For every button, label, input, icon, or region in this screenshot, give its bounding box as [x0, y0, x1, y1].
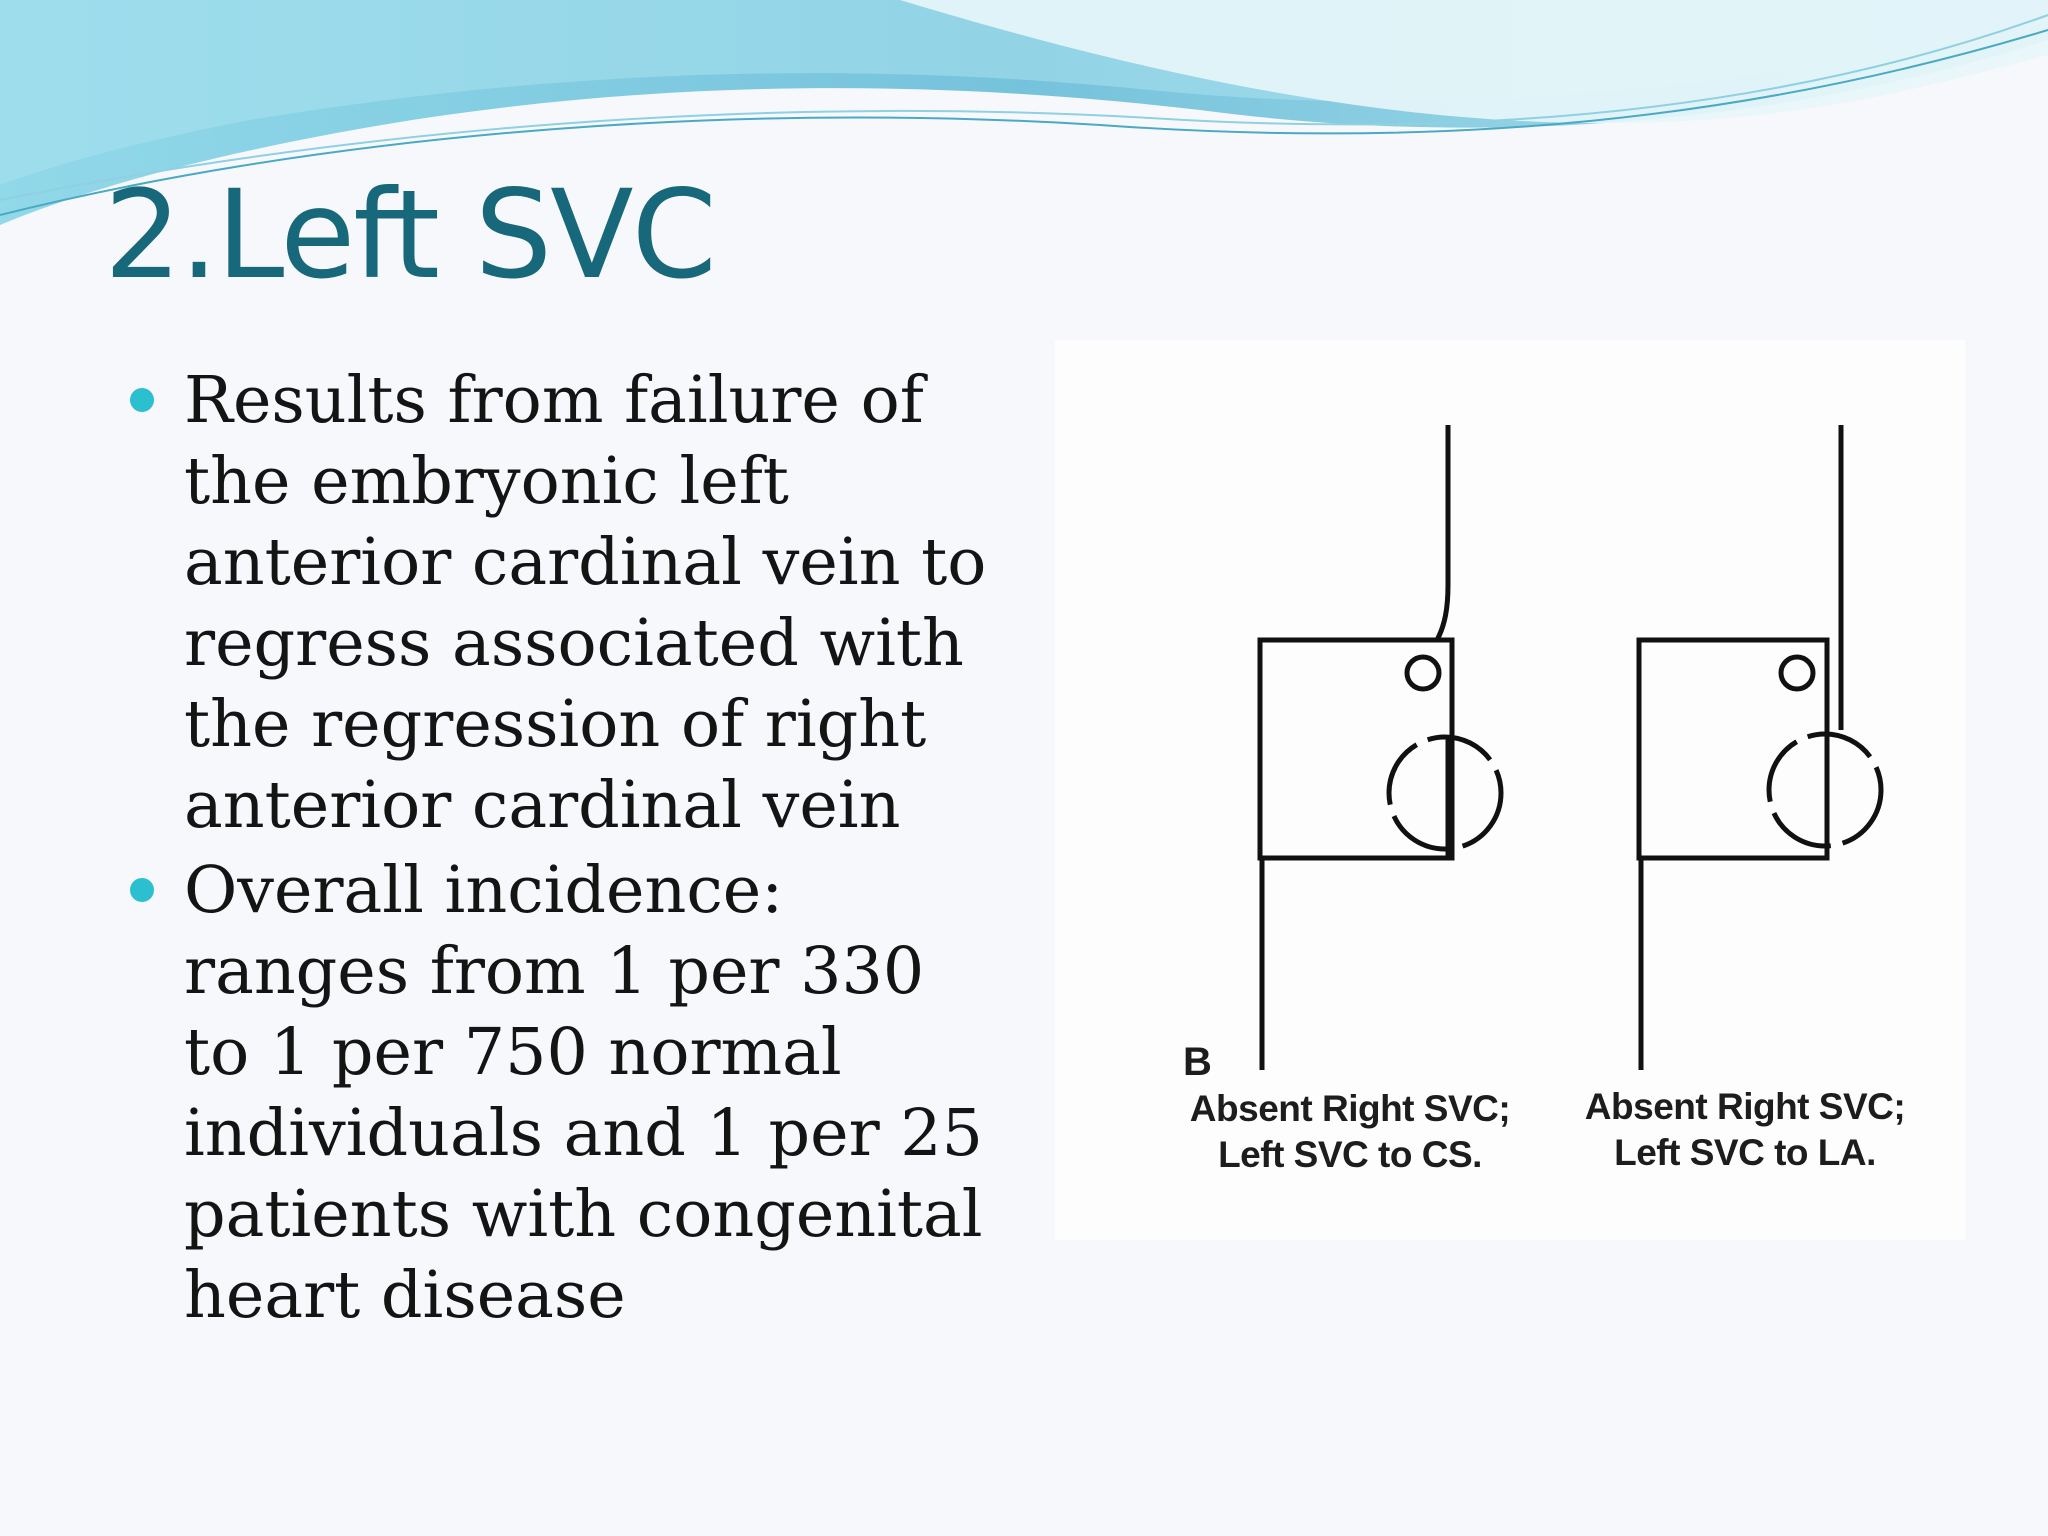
- caption-line: Left SVC to LA.: [1614, 1132, 1876, 1173]
- bullet-text: Results from failure of the embryonic left anterior cardinal vein to regress associated with the regression of right anterior cardinal vein: [184, 363, 987, 843]
- bullet-text: Overall incidence: ranges from 1 per 330 to 1 per 750 normal individuals and 1 per 25 patients with congenital heart disease: [184, 853, 984, 1333]
- bullet-item: [130, 850, 1010, 1336]
- bullet-list: [130, 360, 1010, 1340]
- caption-line: Absent Right SVC;: [1584, 1086, 1906, 1127]
- caption-left-svc-to-cs: [1180, 1086, 1520, 1178]
- bullet-dot-icon: [130, 388, 154, 412]
- svc-diagram-figure: [1055, 340, 1965, 1240]
- bullet-dot-icon: [130, 878, 154, 902]
- diagram-left-svc-to-la: [1639, 425, 1881, 1070]
- figure-label: B: [1183, 1040, 1212, 1084]
- caption-line: Left SVC to CS.: [1218, 1134, 1482, 1175]
- slide-title: 2.Left SVC: [104, 164, 715, 306]
- bullet-item: [130, 360, 1010, 846]
- caption-line: Absent Right SVC;: [1189, 1088, 1511, 1129]
- diagram-left-svc-to-cs: [1260, 425, 1501, 1070]
- caption-left-svc-to-la: [1570, 1084, 1920, 1176]
